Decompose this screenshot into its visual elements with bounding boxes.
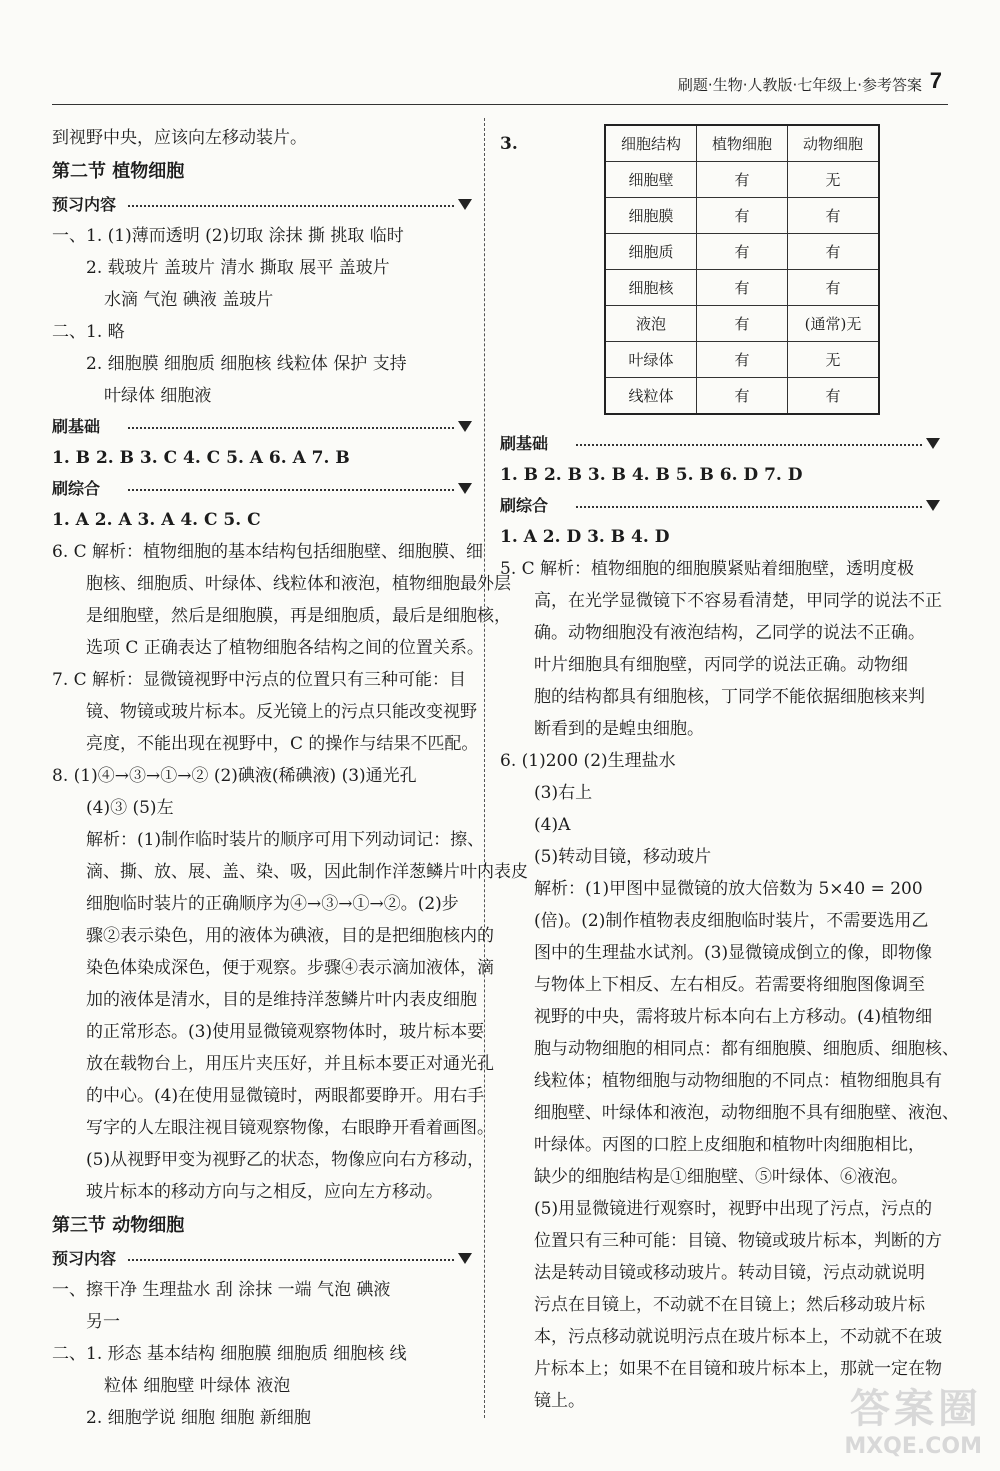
q6-exp-line: 图中的生理盐水试剂。(3)显微镜成倒立的像，即物像 — [534, 943, 933, 963]
comprehensive-label: 刷综合 — [52, 479, 101, 498]
table-cell: 叶绿体 — [605, 342, 697, 378]
q6-line: (4)A — [534, 815, 571, 835]
q7-line: 亮度，不能出现在视野中，C 的操作与结果不匹配。 — [86, 734, 479, 754]
preview-label: 预习内容 — [52, 1249, 117, 1268]
basic-answers: 1. B 2. B 3. C 4. C 5. A 6. A 7. B — [52, 448, 350, 468]
triangle-icon — [926, 438, 940, 449]
q6-line: 是细胞壁，然后是细胞膜，再是细胞质，最后是细胞核， — [86, 606, 511, 626]
table-cell: 细胞壁 — [605, 162, 697, 198]
table-cell: 液泡 — [605, 306, 697, 342]
table-cell: 细胞核 — [605, 270, 697, 306]
cell-structure-table — [604, 124, 880, 415]
q5-line: 确。动物细胞没有液泡结构，乙同学的说法不正确。 — [534, 623, 925, 643]
answer-line: 另一 — [86, 1312, 120, 1332]
q8-exp-line: 解析：(1)制作临时装片的顺序可用下列动词记：擦、 — [86, 830, 485, 850]
q8-exp-line: 玻片标本的移动方向与之相反，应向左方移动。 — [86, 1182, 443, 1202]
table-cell: 有 — [788, 234, 880, 270]
answer-line: 2. 细胞学说 细胞 细胞 新细胞 — [86, 1408, 311, 1428]
table-cell: 有 — [697, 162, 788, 198]
triangle-icon — [926, 500, 940, 511]
basic-label: 刷基础 — [500, 434, 549, 453]
basic-label: 刷基础 — [52, 417, 101, 436]
answer-line: 粒体 细胞壁 叶绿体 液泡 — [104, 1376, 291, 1396]
table-row — [605, 198, 879, 234]
table-row — [605, 342, 879, 378]
basic-bar — [500, 429, 940, 459]
q8-exp-line: 加的液体是清水，目的是维持洋葱鳞片叶内表皮细胞 — [86, 990, 477, 1010]
table-cell: 有 — [697, 198, 788, 234]
answer-line: 一、擦干净 生理盐水 刮 涂抹 一端 气泡 碘液 — [52, 1280, 391, 1300]
triangle-icon — [458, 483, 472, 494]
q6-exp-line: 片标本上；如果不在目镜和玻片标本上，那就一定在物 — [534, 1359, 942, 1379]
q6-exp-line: 本，污点移动就说明污点在玻片标本上，不动就不在玻 — [534, 1327, 942, 1347]
header-rule — [52, 104, 948, 105]
q6-line: 选项 C 正确表达了植物细胞各结构之间的位置关系。 — [86, 638, 484, 658]
table-cell: 线粒体 — [605, 378, 697, 415]
header-title: 刷题·生物·人教版·七年级上·参考答案 — [677, 76, 922, 94]
q3-label: 3. — [500, 134, 518, 154]
q7-line: 镜、物镜或玻片标本。反光镜上的污点只能改变视野 — [86, 702, 477, 722]
section-3-title: 第三节 动物细胞 — [52, 1215, 185, 1236]
q6-exp-line: 法是转动目镜或移动玻片。转动目镜，污点动就说明 — [534, 1263, 925, 1283]
q8-exp-line: 滴、撕、放、展、盖、染、吸，因此制作洋葱鳞片叶内表皮 — [86, 862, 528, 882]
table-cell: 无 — [788, 342, 880, 378]
table-row — [605, 306, 879, 342]
table-header-row — [605, 125, 879, 162]
table-cell: 无 — [788, 162, 880, 198]
triangle-icon — [458, 199, 472, 210]
watermark-logo — [844, 1377, 982, 1459]
q6-line: (5)转动目镜，移动玻片 — [534, 847, 712, 867]
table-cell: 有 — [697, 234, 788, 270]
q6-exp-line: 细胞壁、叶绿体和液泡，动物细胞不具有细胞壁、液泡、 — [534, 1103, 959, 1123]
answer-line: 二、1. 略 — [52, 322, 125, 342]
comprehensive-answers: 1. A 2. A 3. A 4. C 5. C — [52, 510, 261, 530]
q8-line: 8. (1)④→③→①→② (2)碘液(稀碘液) (3)通光孔 — [52, 766, 417, 786]
page-header — [0, 0, 1000, 104]
table-header: 动物细胞 — [788, 125, 880, 162]
comprehensive-answers: 1. A 2. D 3. B 4. D — [500, 527, 670, 547]
q5-line: 5. C 解析：植物细胞的细胞膜紧贴着细胞壁，透明度极 — [500, 559, 915, 579]
q8-exp-line: 的中心。(4)在使用显微镜时，两眼都要睁开。用右手 — [86, 1086, 485, 1106]
q8-exp-line: (5)从视野甲变为视野乙的状态，物像应向右方移动， — [86, 1150, 485, 1170]
table-cell: 有 — [697, 342, 788, 378]
triangle-icon — [458, 421, 472, 432]
left-column — [52, 122, 528, 1434]
table-cell: 细胞质 — [605, 234, 697, 270]
q8-exp-line: 细胞临时装片的正确顺序为④→③→①→②。(2)步 — [86, 894, 459, 914]
q5-line: 高，在光学显微镜下不容易看清楚，甲同学的说法不正 — [534, 591, 942, 611]
basic-answers: 1. B 2. B 3. B 4. B 5. B 6. D 7. D — [500, 465, 803, 485]
q6-exp-line: 污点在目镜上，不动就不在目镜上；然后移动玻片标 — [534, 1295, 925, 1315]
q8-exp-line: 染色体染成深色，便于观察。步骤④表示滴加液体，滴 — [86, 958, 494, 978]
q8-exp-line: 骤②表示染色，用的液体为碘液，目的是把细胞核内的 — [86, 926, 494, 946]
section-2-title: 第二节 植物细胞 — [52, 161, 185, 182]
answer-line: 叶绿体 细胞液 — [104, 386, 212, 406]
preview-label: 预习内容 — [52, 195, 117, 214]
answer-line: 2. 载玻片 盖玻片 清水 撕取 展平 盖玻片 — [86, 258, 390, 278]
table-cell: 有 — [788, 198, 880, 234]
table-cell: 有 — [697, 378, 788, 415]
answer-line: 二、1. 形态 基本结构 细胞膜 细胞质 细胞核 线 — [52, 1344, 407, 1364]
table-cell: (通常)无 — [788, 306, 880, 342]
comprehensive-bar — [500, 491, 940, 521]
answer-line: 水滴 气泡 碘液 盖玻片 — [104, 290, 274, 310]
basic-bar — [52, 412, 472, 442]
q6-exp-line: 叶绿体。丙图的口腔上皮细胞和植物叶肉细胞相比， — [534, 1135, 925, 1155]
q6-exp-line: 解析：(1)甲图中显微镜的放大倍数为 5×40 = 200 — [534, 879, 923, 899]
page-number: 7 — [929, 68, 942, 93]
column-divider — [484, 118, 485, 1418]
answer-line: 一、1. (1)薄而透明 (2)切取 涂抹 撕 挑取 临时 — [52, 226, 404, 246]
q6-line: (3)右上 — [534, 783, 593, 803]
table-row — [605, 378, 879, 415]
table-cell: 有 — [788, 378, 880, 415]
table-row — [605, 270, 879, 306]
q5-line: 叶片细胞具有细胞壁，丙同学的说法正确。动物细 — [534, 655, 908, 675]
q6-exp-line: 缺少的细胞结构是①细胞壁、⑤叶绿体、⑥液泡。 — [534, 1167, 908, 1187]
q5-line: 断看到的是蝗虫细胞。 — [534, 719, 704, 739]
q6-exp-line: (倍)。(2)制作植物表皮细胞临时装片，不需要选用乙 — [534, 911, 929, 931]
preview-bar — [52, 190, 472, 220]
q6-exp-line: 胞与动物细胞的相同点：都有细胞膜、细胞质、细胞核、 — [534, 1039, 959, 1059]
answer-line: 2. 细胞膜 细胞质 细胞核 线粒体 保护 支持 — [86, 354, 407, 374]
q6-exp-line: 视野的中央，需将玻片标本向右上方移动。(4)植物细 — [534, 1007, 933, 1027]
comprehensive-bar — [52, 474, 472, 504]
q6-exp-line: 与物体上下相反、左右相反。若需要将细胞图像调至 — [534, 975, 925, 995]
table-row — [605, 162, 879, 198]
q6-line: 6. (1)200 (2)生理盐水 — [500, 751, 676, 771]
table-header: 植物细胞 — [697, 125, 788, 162]
q8-line: (4)③ (5)左 — [86, 798, 174, 818]
watermark-text: 答案圈 — [850, 1386, 982, 1432]
q6-line: 6. C 解析：植物细胞的基本结构包括细胞壁、细胞膜、细 — [52, 542, 484, 562]
q8-exp-line: 的正常形态。(3)使用显微镜观察物体时，玻片标本要 — [86, 1022, 485, 1042]
carry-line: 到视野中央，应该向左移动装片。 — [52, 128, 307, 148]
q6-exp-line: 位置只有三种可能：目镜、物镜或玻片标本，判断的方 — [534, 1231, 942, 1251]
q5-line: 胞的结构都具有细胞核，丁同学不能依据细胞核来判 — [534, 687, 925, 707]
table-cell: 有 — [788, 270, 880, 306]
q8-exp-line: 写字的人左眼注视目镜观察物像，右眼睁开看着画图。 — [86, 1118, 494, 1138]
table-cell: 有 — [697, 270, 788, 306]
comprehensive-label: 刷综合 — [500, 496, 549, 515]
table-row — [605, 234, 879, 270]
q6-exp-line: 镜上。 — [534, 1391, 585, 1411]
triangle-icon — [458, 1253, 472, 1264]
q7-line: 7. C 解析：显微镜视野中污点的位置只有三种可能：目 — [52, 670, 467, 690]
q6-exp-line: 线粒体；植物细胞与动物细胞的不同点：植物细胞具有 — [534, 1071, 942, 1091]
q6-exp-line: (5)用显微镜进行观察时，视野中出现了污点，污点的 — [534, 1199, 933, 1219]
q8-exp-line: 放在载物台上，用压片夹压好，并且标本要正对通光孔 — [86, 1054, 494, 1074]
table-cell: 有 — [697, 306, 788, 342]
table-header: 细胞结构 — [605, 125, 697, 162]
preview-bar-2 — [52, 1244, 472, 1274]
q6-line: 胞核、细胞质、叶绿体、线粒体和液泡，植物细胞最外层 — [86, 574, 511, 594]
watermark-url: MXQE.COM — [844, 1434, 982, 1459]
table-cell: 细胞膜 — [605, 198, 697, 234]
